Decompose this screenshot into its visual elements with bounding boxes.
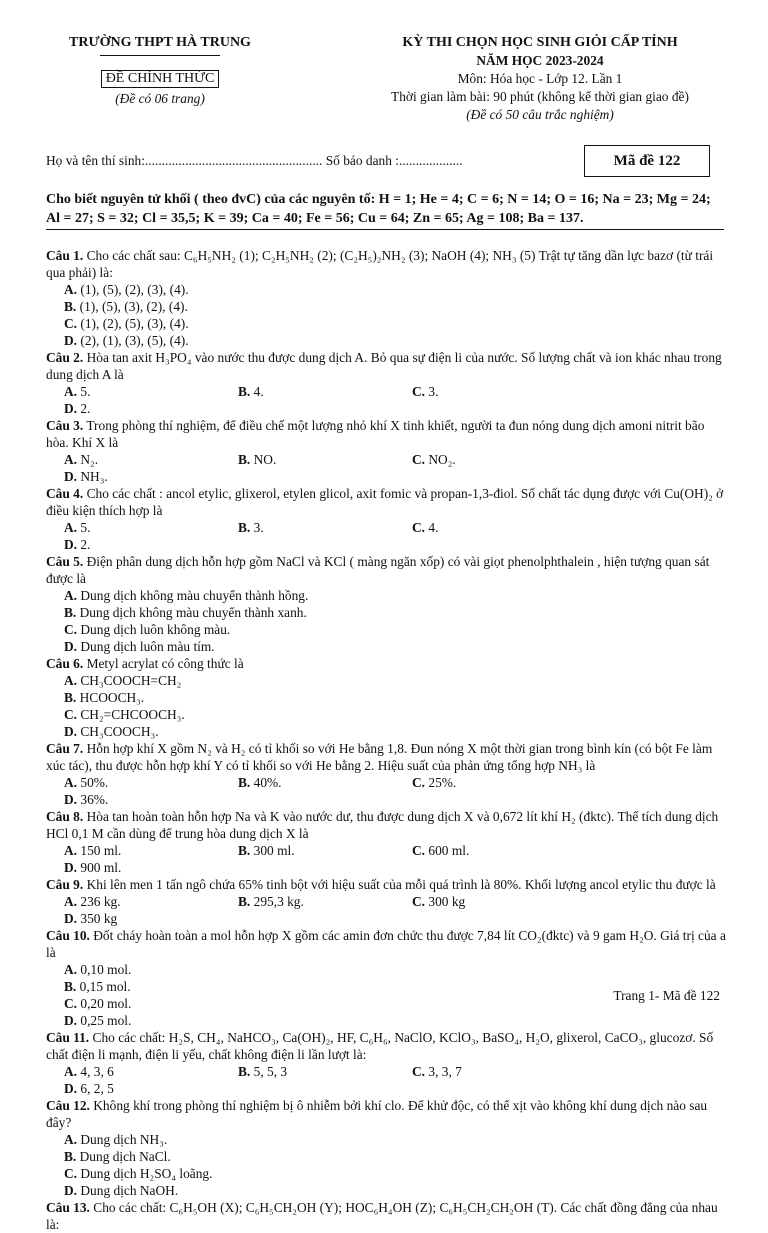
question-item — [46, 485, 730, 553]
question-item — [46, 808, 730, 876]
option-letter: A. — [64, 1132, 78, 1147]
question-number: Câu 11. — [46, 1030, 90, 1045]
answer-option — [64, 621, 410, 638]
option-letter: D. — [64, 724, 78, 739]
option-letter: C. — [64, 622, 78, 637]
option-text: Dung dịch NaCl. — [76, 1149, 171, 1164]
exam-code-box: Mã đề 122 — [584, 145, 710, 177]
option-letter: C. — [64, 316, 78, 331]
option-text: Dung dịch NaOH. — [77, 1183, 179, 1198]
answer-option — [64, 689, 410, 706]
question-text: Khi lên men 1 tấn ngô chứa 65% tinh bột với hiệu suất của mỗi quá trình là 80%. Khối lượng ancol etylic thu được là — [86, 877, 716, 892]
answer-options — [46, 1063, 730, 1097]
question-item — [46, 927, 730, 1029]
question-stem — [46, 349, 730, 383]
question-text: Đốt cháy hoàn toàn a mol hỗn hợp X gồm các amin đơn chức thu được 7,84 lít CO₂(đktc) và 9 gam H₂O. Giá trị của a là — [46, 928, 726, 960]
answer-option — [64, 400, 238, 417]
answer-option — [412, 893, 586, 910]
question-stem — [46, 417, 730, 451]
option-letter: A. — [64, 282, 78, 297]
option-text: Dung dịch không màu chuyển thành xanh. — [76, 605, 307, 620]
option-letter: B. — [64, 690, 77, 705]
option-text: Dung dịch NH₃. — [77, 1132, 168, 1147]
answer-option — [64, 859, 238, 876]
answer-option — [64, 536, 238, 553]
question-item — [46, 655, 730, 740]
option-letter: D. — [64, 469, 78, 484]
question-number: Câu 4. — [46, 486, 84, 501]
candidate-info-line: Họ và tên thí sinh:..................................................... Số báo danh :................... — [46, 153, 463, 168]
question-item — [46, 1029, 730, 1097]
option-letter: B. — [64, 605, 77, 620]
option-text: HCOOCH₃. — [76, 690, 145, 705]
option-text: 3, 3, 7 — [425, 1064, 462, 1079]
option-letter: B. — [238, 520, 251, 535]
answer-option — [64, 1148, 410, 1165]
option-text: 5, 5, 3 — [250, 1064, 288, 1079]
option-letter: C. — [64, 1166, 78, 1181]
header-right — [330, 34, 750, 124]
question-stem — [46, 1199, 730, 1233]
option-text: 350 kg — [77, 911, 118, 926]
question-stem — [46, 1029, 730, 1063]
option-text: 0,20 mol. — [77, 996, 132, 1011]
option-letter: B. — [238, 1064, 251, 1079]
option-text: 236 kg. — [77, 894, 121, 909]
option-text: Dung dịch luôn không màu. — [77, 622, 231, 637]
page-count-note: (Đề có 06 trang) — [115, 91, 205, 106]
answer-options — [46, 842, 730, 876]
question-text: Cho các chất sau: C₆H₅NH₂ (1); C₂H₅NH₂ (2); (C₂H₅)₂NH₂ (3); NaOH (4); NH₃ (5) Trật tự tăng dần lực bazơ (từ trái qua phải) là: — [46, 248, 714, 280]
official-label: ĐỀ CHÍNH THỨC — [101, 70, 220, 88]
question-number: Câu 6. — [46, 656, 84, 671]
option-letter: A. — [64, 962, 78, 977]
answer-option — [64, 587, 410, 604]
option-text: Dung dịch luôn màu tím. — [77, 639, 215, 654]
answer-options — [46, 893, 730, 927]
question-stem — [46, 485, 730, 519]
answer-option — [64, 774, 238, 791]
question-text: Cho các chất : ancol etylic, glixerol, etylen glicol, axit fomic và propan-1,3-điol. Số chất tác dụng được với Cu(OH)₂ ở điều kiện thích hợp là — [46, 486, 724, 518]
option-letter: A. — [64, 452, 78, 467]
option-text: (1), (5), (2), (3), (4). — [77, 282, 189, 297]
option-text: 3. — [250, 520, 264, 535]
answer-option — [64, 468, 238, 485]
question-number: Câu 3. — [46, 418, 84, 433]
option-text: CH₂=CHCOOCH₃. — [77, 707, 185, 722]
question-text: Hòa tan hoàn toàn hỗn hợp Na và K vào nước dư, thu được dung dịch X và 0,672 lít khí H₂ (đktc). Thể tích dung dịch HCl 0,1 M cần dùng để trung hòa dung dịch X là — [46, 809, 719, 841]
question-number: Câu 9. — [46, 877, 84, 892]
answer-option — [238, 451, 412, 468]
option-letter: D. — [64, 1013, 78, 1028]
answer-option — [64, 519, 238, 536]
option-text: 900 ml. — [77, 860, 122, 875]
option-text: 0,10 mol. — [77, 962, 132, 977]
option-text: NH₃. — [77, 469, 108, 484]
answer-options — [46, 672, 730, 740]
option-letter: C. — [64, 996, 78, 1011]
answer-options — [46, 281, 730, 349]
question-text: Cho các chất: C₆H₅OH (X); C₆H₅CH₂OH (Y); HOC₆H₄OH (Z); C₆H₅CH₂CH₂OH (T). Các chất đồng đẳng của nhau là: — [46, 1200, 718, 1232]
option-text: (1), (5), (3), (2), (4). — [76, 299, 188, 314]
question-item — [46, 553, 730, 655]
option-letter: A. — [64, 520, 78, 535]
option-text: 4. — [425, 520, 439, 535]
question-text: Hòa tan axit H₃PO₄ vào nước thu được dung dịch A. Bỏ qua sự điện li của nước. Số lượng chất và ion khác nhau trong dung dịch A là — [46, 350, 722, 382]
answer-option — [64, 315, 410, 332]
question-stem — [46, 927, 730, 961]
answer-option — [64, 842, 238, 859]
answer-option — [64, 1080, 238, 1097]
option-text: 600 ml. — [425, 843, 470, 858]
option-letter: A. — [64, 894, 78, 909]
answer-option — [238, 519, 412, 536]
question-text: Không khí trong phòng thí nghiệm bị ô nhiễm bởi khí clo. Để khử độc, có thể xịt vào không khí dung dịch nào sau đây? — [46, 1098, 708, 1130]
question-stem — [46, 740, 730, 774]
option-letter: B. — [238, 894, 251, 909]
question-stem — [46, 655, 730, 672]
answer-option — [238, 1063, 412, 1080]
option-text: CH₃COOCH=CH₂ — [77, 673, 182, 688]
question-number: Câu 12. — [46, 1098, 90, 1113]
answer-option — [64, 1063, 238, 1080]
answer-option — [64, 1131, 410, 1148]
question-item — [46, 349, 730, 417]
answer-option — [64, 298, 410, 315]
question-number: Câu 13. — [46, 1200, 90, 1215]
answer-options — [46, 774, 730, 808]
option-text: 25%. — [425, 775, 457, 790]
answer-option — [64, 995, 410, 1012]
option-text: 6, 2, 5 — [77, 1081, 114, 1096]
answer-option — [64, 383, 238, 400]
option-text: Dung dịch không màu chuyển thành hồng. — [77, 588, 309, 603]
option-text: 5. — [77, 384, 91, 399]
option-text: 3. — [425, 384, 439, 399]
page-footer: Trang 1- Mã đề 122 — [613, 988, 720, 1003]
option-text: 50%. — [77, 775, 109, 790]
option-letter: D. — [64, 1183, 78, 1198]
answer-option — [64, 451, 238, 468]
school-underline — [100, 55, 220, 56]
answer-options — [46, 1131, 730, 1199]
time-line: Thời gian làm bài: 90 phút (không kể thời gian giao đề) — [391, 89, 689, 104]
answer-option — [412, 519, 586, 536]
option-letter: A. — [64, 384, 78, 399]
option-text: 2. — [77, 537, 91, 552]
answer-options — [46, 383, 730, 417]
option-letter: C. — [412, 894, 426, 909]
option-text: N₂. — [77, 452, 99, 467]
option-letter: B. — [238, 775, 251, 790]
option-letter: A. — [64, 673, 78, 688]
question-text: Trong phòng thí nghiệm, để điều chế một lượng nhỏ khí X tinh khiết, người ta đun nóng dung dịch amoni nitrit bão hòa. Khí X là — [46, 418, 705, 450]
option-letter: A. — [64, 843, 78, 858]
option-text: 295,3 kg. — [250, 894, 304, 909]
option-text: 5. — [77, 520, 91, 535]
question-item — [46, 1199, 730, 1233]
option-letter: A. — [64, 1064, 78, 1079]
question-text: Điện phân dung dịch hỗn hợp gồm NaCl và KCl ( màng ngăn xốp) có vài giọt phenolphthalein , hiện tượng quan sát được là — [46, 554, 710, 586]
option-letter: C. — [412, 775, 426, 790]
question-list — [46, 247, 730, 1233]
answer-option — [64, 961, 410, 978]
question-stem — [46, 1097, 730, 1131]
option-letter: D. — [64, 401, 78, 416]
atomic-masses-note: Cho biết nguyên tử khối ( theo đvC) của các nguyên tố: H = 1; He = 4; C = 6; N = 14; O = 16; Na = 23; Mg = 24; Al = 27; S = 32; Cl = 35,5; K = 39; Ca = 40; Fe = 56; Cu = 64; Zn = 65; Ag = 108; Ba = 137. — [46, 192, 711, 226]
school-name: TRƯỜNG THPT HÀ TRUNG — [69, 35, 251, 50]
question-item — [46, 417, 730, 485]
header-left — [40, 34, 280, 107]
answer-option — [64, 332, 410, 349]
option-letter: D. — [64, 639, 78, 654]
answer-option — [64, 706, 410, 723]
answer-option — [412, 383, 586, 400]
option-letter: C. — [412, 452, 426, 467]
option-letter: B. — [64, 979, 77, 994]
answer-option — [412, 451, 586, 468]
option-letter: C. — [412, 384, 426, 399]
question-text: Cho các chất: H₂S, CH₄, NaHCO₃, Ca(OH)₂, HF, C₆H₆, NaClO, KClO₃, BaSO₄, H₂O, glixerol, CaCO₃, glucozơ. Số chất điện li mạnh, điện li yếu, chất không điện li lần lượt là: — [46, 1030, 714, 1062]
option-text: 0,25 mol. — [77, 1013, 132, 1028]
option-letter: B. — [238, 452, 251, 467]
option-letter: C. — [412, 1064, 426, 1079]
option-text: 150 ml. — [77, 843, 122, 858]
question-number: Câu 10. — [46, 928, 90, 943]
option-text: 40%. — [250, 775, 282, 790]
answer-options — [46, 451, 730, 485]
answer-option — [64, 1165, 410, 1182]
option-text: CH₃COOCH₃. — [77, 724, 159, 739]
answer-option — [64, 1012, 410, 1029]
option-letter: C. — [412, 843, 426, 858]
option-text: NO₂. — [425, 452, 456, 467]
option-letter: B. — [238, 384, 251, 399]
subject-line: Môn: Hóa học - Lớp 12. Lần 1 — [457, 71, 623, 86]
question-item — [46, 876, 730, 927]
option-text: 2. — [77, 401, 91, 416]
answer-option — [64, 672, 410, 689]
option-text: 300 ml. — [250, 843, 295, 858]
question-stem — [46, 808, 730, 842]
option-letter: D. — [64, 792, 78, 807]
exam-title: KỲ THI CHỌN HỌC SINH GIỎI CẤP TỈNH — [402, 35, 678, 50]
question-stem — [46, 876, 730, 893]
answer-option — [64, 910, 238, 927]
option-letter: A. — [64, 588, 78, 603]
answer-option — [238, 842, 412, 859]
option-letter: D. — [64, 537, 78, 552]
option-letter: D. — [64, 860, 78, 875]
question-number: Câu 5. — [46, 554, 84, 569]
option-text: 0,15 mol. — [76, 979, 131, 994]
option-letter: A. — [64, 775, 78, 790]
answer-option — [64, 281, 410, 298]
option-text: 4, 3, 6 — [77, 1064, 114, 1079]
answer-option — [64, 978, 410, 995]
answer-option — [412, 1063, 586, 1080]
question-number: Câu 8. — [46, 809, 84, 824]
question-number: Câu 7. — [46, 741, 84, 756]
answer-option — [238, 383, 412, 400]
question-item — [46, 740, 730, 808]
option-letter: D. — [64, 1081, 78, 1096]
answer-option — [238, 893, 412, 910]
question-text: Hỗn hợp khí X gồm N₂ và H₂ có tỉ khối so với He bằng 1,8. Đun nóng X một thời gian trong bình kín (có bột Fe làm xúc tác), thu được hỗn hợp khí Y có tỉ khối so với He bằng 2. Hiệu suất của phản ứng tổng hợp NH₃ là — [46, 741, 713, 773]
answer-option — [238, 774, 412, 791]
option-letter: B. — [64, 299, 77, 314]
answer-options — [46, 519, 730, 553]
question-number: Câu 1. — [46, 248, 84, 263]
option-text: 36%. — [77, 792, 109, 807]
header-divider — [46, 229, 724, 230]
option-letter: C. — [64, 707, 78, 722]
option-text: 300 kg — [425, 894, 466, 909]
answer-option — [412, 842, 586, 859]
question-text: Metyl acrylat có công thức là — [86, 656, 244, 671]
answer-option — [64, 893, 238, 910]
option-text: 4. — [250, 384, 264, 399]
option-letter: C. — [412, 520, 426, 535]
school-year: NĂM HỌC 2023-2024 — [476, 53, 604, 68]
option-text: NO. — [250, 452, 277, 467]
option-text: (2), (1), (3), (5), (4). — [77, 333, 189, 348]
question-stem — [46, 247, 730, 281]
option-letter: D. — [64, 911, 78, 926]
answer-option — [64, 723, 410, 740]
option-text: (1), (2), (5), (3), (4). — [77, 316, 189, 331]
answer-options — [46, 587, 730, 655]
question-number: Câu 2. — [46, 350, 84, 365]
answer-option — [64, 604, 410, 621]
answer-option — [64, 638, 410, 655]
question-item — [46, 1097, 730, 1199]
option-letter: B. — [64, 1149, 77, 1164]
question-count-note: (Đề có 50 câu trắc nghiệm) — [466, 107, 614, 122]
option-text: Dung dịch H₂SO₄ loãng. — [77, 1166, 213, 1181]
answer-option — [64, 1182, 410, 1199]
answer-option — [412, 774, 586, 791]
question-item — [46, 247, 730, 349]
answer-option — [64, 791, 238, 808]
question-stem — [46, 553, 730, 587]
option-letter: B. — [238, 843, 251, 858]
option-letter: D. — [64, 333, 78, 348]
